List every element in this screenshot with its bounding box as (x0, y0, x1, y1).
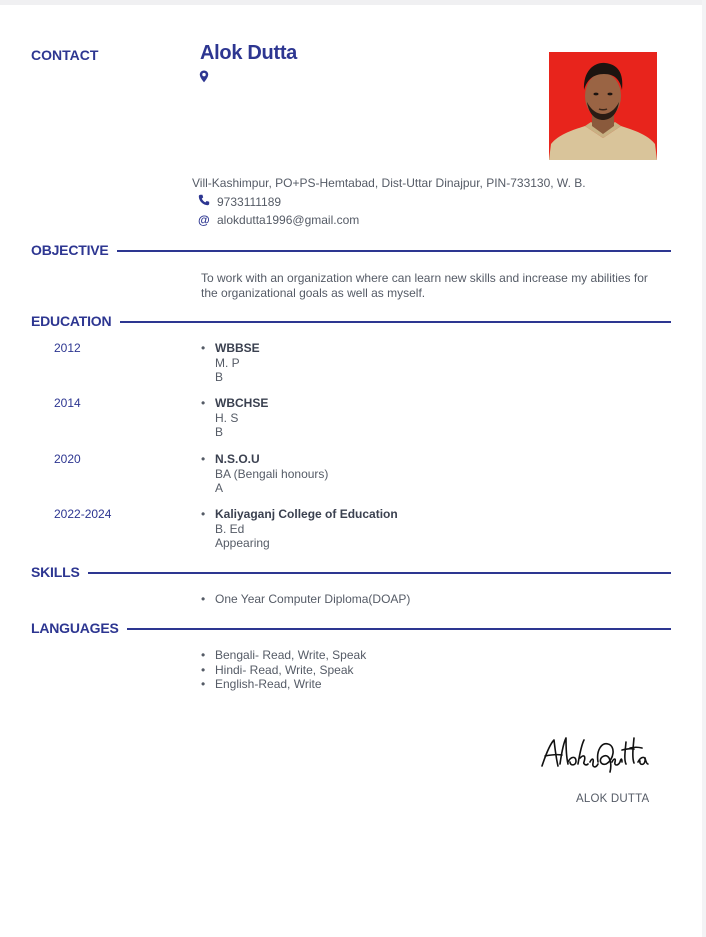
education-grade: B (215, 425, 224, 439)
skills-divider (88, 572, 671, 574)
education-course: BA (Bengali honours) (215, 466, 329, 481)
email-row (198, 213, 359, 227)
education-institution: Kaliyaganj College of Education (215, 507, 398, 521)
email-address[interactable]: alokdutta1996@gmail.com (217, 213, 360, 227)
education-entry: • WBBSE M. P B (201, 341, 260, 384)
education-year: 2012 (54, 341, 81, 355)
at-icon: @ (198, 213, 210, 227)
skill-item: • One Year Computer Diploma(DOAP) (201, 592, 410, 607)
education-course: M. P (215, 355, 240, 370)
languages-list (201, 648, 366, 692)
top-edge (0, 0, 706, 5)
language-item: • English-Read, Write (201, 677, 366, 692)
education-divider (120, 321, 671, 323)
candidate-name: Alok Dutta (200, 42, 298, 64)
profile-photo (549, 52, 657, 160)
languages-heading: LANGUAGES (31, 620, 127, 636)
education-institution: WBCHSE (215, 396, 269, 410)
objective-heading: OBJECTIVE (31, 242, 117, 258)
address-text: Vill-Kashimpur, PO+PS-Hemtabad, Dist-Uttar Dinajpur, PIN-733130, W. B. (192, 176, 586, 190)
contact-heading: CONTACT (31, 47, 99, 63)
skills-list (201, 592, 410, 607)
location-pin-icon (199, 70, 209, 88)
education-course: H. S (215, 410, 239, 425)
objective-divider (116, 250, 671, 252)
education-entry: • WBCHSE H. S B (201, 396, 269, 439)
language-item: • Bengali- Read, Write, Speak (201, 648, 366, 663)
signature-name: ALOK DUTTA (576, 793, 650, 805)
education-course: B. Ed (215, 521, 245, 536)
languages-divider (126, 628, 671, 630)
education-grade: Appearing (215, 536, 270, 550)
education-institution: WBBSE (215, 341, 260, 355)
handwritten-signature (538, 728, 650, 783)
phone-row (198, 194, 281, 209)
education-grade: B (215, 370, 224, 384)
scrollbar-track[interactable] (702, 0, 706, 937)
objective-text: To work with an organization where can learn new skills and increase my abilities for the organizational goals as well as myself. (201, 271, 648, 300)
education-heading: EDUCATION (31, 313, 119, 329)
education-entry: • Kaliyaganj College of Education B. Ed Appearing (201, 507, 398, 550)
education-year: 2020 (54, 452, 81, 466)
education-institution: N.S.O.U (215, 452, 260, 466)
education-year: 2022-2024 (54, 507, 112, 521)
education-year: 2014 (54, 396, 81, 410)
skills-heading: SKILLS (31, 564, 88, 580)
education-grade: A (215, 481, 224, 495)
phone-icon (198, 194, 212, 209)
language-item: • Hindi- Read, Write, Speak (201, 663, 366, 678)
education-entry: • N.S.O.U BA (Bengali honours) A (201, 452, 329, 495)
phone-number[interactable]: 9733111189 (217, 195, 282, 209)
